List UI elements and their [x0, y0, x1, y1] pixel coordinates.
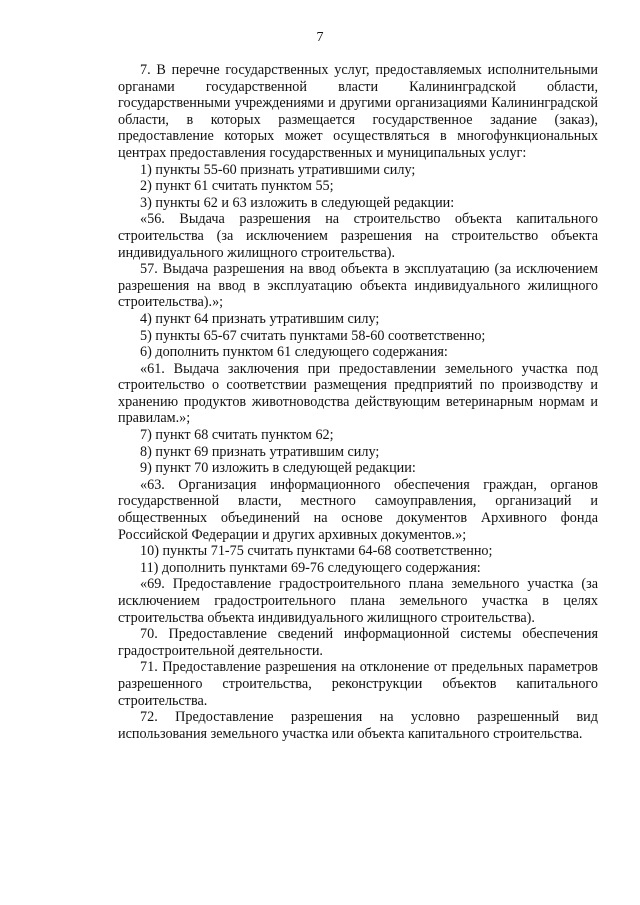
list-item-9: 9) пункт 70 изложить в следующей редакции:	[140, 460, 416, 477]
list-item-11: 11) дополнить пунктами 69-76 следующего содержания:	[140, 559, 481, 576]
page-number: 7	[316, 30, 324, 45]
list-item-8: 8) пункт 69 признать утратившим силу;	[140, 443, 380, 460]
quoted-item-63: «63. Организация информационного обеспечения граждан, органов государственной власти, местного самоуправления, организаций и общественных объединений на основе документов Архивного фонда Российской Федерации и других архивных документов.»;	[118, 476, 598, 543]
list-item-4: 4) пункт 64 признать утратившим силу;	[140, 310, 380, 327]
list-item-6: 6) дополнить пунктом 61 следующего содержания:	[140, 344, 448, 361]
list-item-1: 1) пункты 55-60 признать утратившими силу;	[140, 161, 416, 178]
quoted-item-70: 70. Предоставление сведений информационной системы обеспечения градостроительной деятельности.	[118, 626, 598, 659]
list-item-3: 3) пункты 62 и 63 изложить в следующей редакции:	[140, 194, 455, 211]
document-body	[118, 62, 598, 742]
quoted-item-69: «69. Предоставление градостроительного плана земельного участка (за исключением градостроительного плана земельного участка в целях строительства объекта индивидуального жилищного строительства).	[118, 576, 598, 626]
list-item-5: 5) пункты 65-67 считать пунктами 58-60 соответственно;	[140, 327, 486, 344]
list-item-10: 10) пункты 71-75 считать пунктами 64-68 соответственно;	[140, 543, 493, 560]
paragraph-7-intro: 7. В перечне государственных услуг, предоставляемых исполнительными органами государственной власти Калининградской области, государственными учреждениями и другими организациями Калининградской области, в которых размещается государственное задание (заказ), предоставление которых может осуществляться в многофункциональных центрах предоставления государственных и муниципальных услуг:	[118, 62, 598, 161]
quoted-item-61: «61. Выдача заключения при предоставлении земельного участка под строительство о соответствии размещения предприятий по производству и хранению продуктов животноводства действующим ветеринарным нормам и правилам.»;	[118, 360, 598, 427]
quoted-item-57: 57. Выдача разрешения на ввод объекта в эксплуатацию (за исключением разрешения на ввод в эксплуатацию объекта индивидуального жилищного строительства).»;	[118, 261, 598, 311]
quoted-item-72: 72. Предоставление разрешения на условно разрешенный вид использования земельного участка или объекта капитального строительства.	[118, 709, 598, 742]
list-item-7: 7) пункт 68 считать пунктом 62;	[140, 427, 334, 444]
quoted-item-71: 71. Предоставление разрешения на отклонение от предельных параметров разрешенного строительства, реконструкции объектов капитального строительства.	[118, 659, 598, 709]
list-item-2: 2) пункт 61 считать пунктом 55;	[140, 178, 334, 195]
quoted-item-56: «56. Выдача разрешения на строительство объекта капитального строительства (за исключением разрешения на строительство объекта индивидуального жилищного строительства).	[118, 211, 598, 261]
